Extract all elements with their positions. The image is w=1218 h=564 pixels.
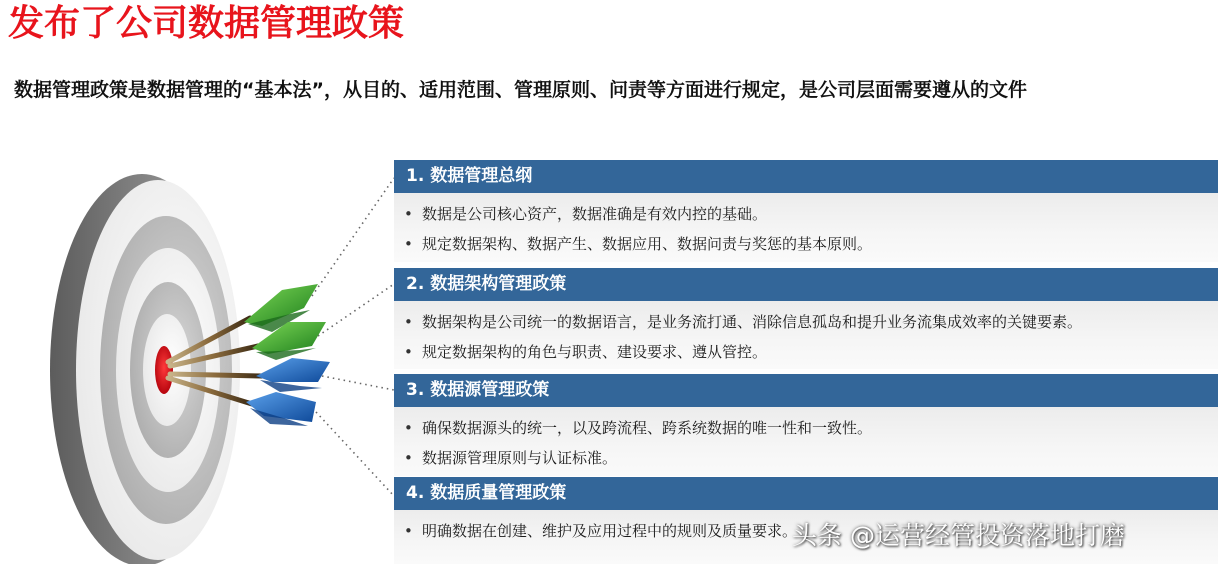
bullet-icon: • bbox=[404, 235, 413, 253]
bullet-text: 数据是公司核心资产，数据准确是有效内控的基础。 bbox=[422, 205, 768, 223]
section-body bbox=[394, 407, 1218, 476]
bullet-icon: • bbox=[404, 419, 413, 437]
page-subtitle: 数据管理政策是数据管理的“基本法”，从目的、适用范围、管理原则、问责等方面进行规定，是公司层面需要遵从的文件 bbox=[14, 79, 1027, 101]
section-header: 1. 数据管理总纲 bbox=[394, 160, 1218, 193]
bullet-icon: • bbox=[404, 343, 413, 361]
list-item bbox=[394, 413, 1218, 443]
bullet-text: 规定数据架构、数据产生、数据应用、数据问责与奖惩的基本原则。 bbox=[422, 235, 873, 253]
section-body bbox=[394, 301, 1218, 369]
section-header: 2. 数据架构管理政策 bbox=[394, 268, 1218, 301]
list-item bbox=[394, 443, 1218, 473]
bullet-text: 规定数据架构的角色与职责、建设要求、遵从管控。 bbox=[422, 343, 768, 361]
list-item bbox=[394, 229, 1218, 259]
section-header: 3. 数据源管理政策 bbox=[394, 374, 1218, 407]
watermark: 头条 @运营经管投资落地打磨 bbox=[792, 521, 1125, 550]
section-source bbox=[394, 374, 1218, 476]
section-general bbox=[394, 160, 1218, 262]
section-header: 4. 数据质量管理政策 bbox=[394, 477, 1218, 510]
bullet-text: 数据架构是公司统一的数据语言，是业务流打通、消除信息孤岛和提升业务流集成效率的关键要素。 bbox=[422, 313, 1083, 331]
bullet-text: 确保数据源头的统一，以及跨流程、跨系统数据的唯一性和一致性。 bbox=[422, 419, 873, 437]
bullet-icon: • bbox=[404, 313, 413, 331]
target-icon bbox=[0, 150, 400, 564]
list-item bbox=[394, 337, 1218, 367]
bullet-icon: • bbox=[404, 449, 413, 467]
bullet-text: 明确数据在创建、维护及应用过程中的规则及质量要求。 bbox=[422, 522, 798, 540]
list-item bbox=[394, 199, 1218, 229]
list-item bbox=[394, 307, 1218, 337]
bullet-icon: • bbox=[404, 522, 413, 540]
bullet-text: 数据源管理原则与认证标准。 bbox=[422, 449, 618, 467]
section-architecture bbox=[394, 268, 1218, 369]
page-title: 发布了公司数据管理政策 bbox=[8, 3, 405, 44]
bullet-icon: • bbox=[404, 205, 413, 223]
section-body bbox=[394, 193, 1218, 262]
policy-sections bbox=[394, 160, 1218, 564]
